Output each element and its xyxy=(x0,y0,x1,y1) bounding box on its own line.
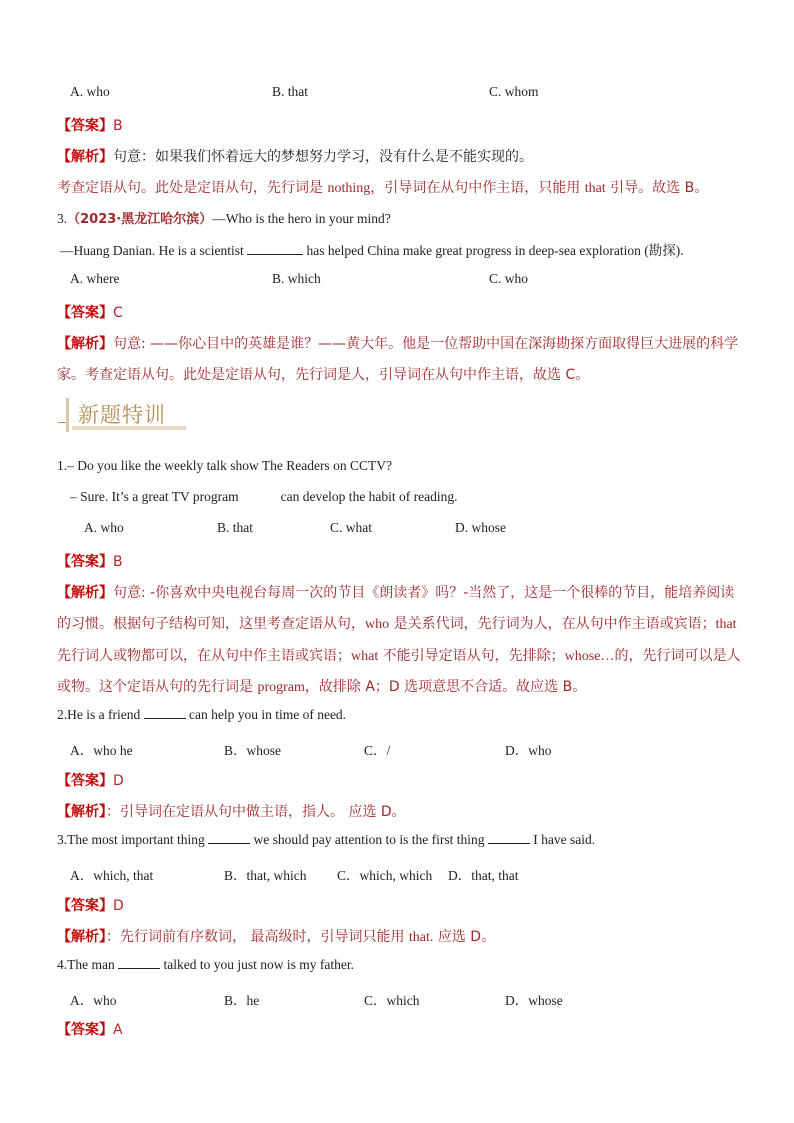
option-c: C. whom xyxy=(489,84,539,99)
analysis-term: that. xyxy=(408,930,434,945)
answer-label: 【答案】 xyxy=(57,305,113,321)
answer-value: A xyxy=(113,1022,123,1038)
analysis-term: whose… xyxy=(564,649,615,664)
banner-decoration xyxy=(66,398,69,432)
answer-value: D xyxy=(113,898,124,914)
option-a: A．which, that xyxy=(70,868,154,883)
analysis-line xyxy=(57,582,734,602)
answer-label: 【答案】 xyxy=(57,1022,113,1038)
option-c: C．which, which xyxy=(337,868,433,883)
question-text: 2.He is a friend xyxy=(57,707,144,722)
option-b: B. that xyxy=(217,520,253,535)
n1-line2 xyxy=(70,489,458,505)
question-text: talked to you just now is my father. xyxy=(160,957,354,972)
analysis-line xyxy=(57,926,495,946)
analysis-line xyxy=(57,676,586,696)
option-a: A. who xyxy=(84,520,124,535)
question-text: can develop the habit of reading. xyxy=(280,489,458,504)
analysis-text: 句意: -你喜欢中央电视台每周一次的节目《朗读者》吗？-当然了，这是一个很棒的节目，能培养阅读 xyxy=(113,585,735,601)
option-c: C. what xyxy=(330,520,372,535)
question-text: – Sure. It’s a great TV program xyxy=(70,489,239,504)
analysis-text: ：引导词在定语从句中做主语，指人。 应选 D。 xyxy=(106,804,406,820)
question-text: 4.The man xyxy=(57,957,119,972)
analysis-text: 引导。故选 B。 xyxy=(605,180,709,196)
analysis-line: 家。考查定语从句。此处是定语从句，先行词是人，引导词在从句中作主语，故选 C。 xyxy=(57,367,590,383)
blank xyxy=(247,243,303,255)
analysis-label: 【解析】 xyxy=(57,804,106,820)
question-text: I have said. xyxy=(529,832,596,847)
analysis-text: 考查定语从句。此处是定语从句，先行词是 xyxy=(57,180,328,196)
analysis-text: ：先行词前有序数词， 最高级时，引导词只能用 xyxy=(106,929,409,945)
answer-value: B xyxy=(113,554,123,570)
analysis-line xyxy=(57,333,738,353)
question-3-stem xyxy=(57,208,391,227)
n3-stem xyxy=(57,832,595,848)
blank xyxy=(118,957,160,969)
option-a: A．who he xyxy=(70,743,133,758)
analysis-term: that xyxy=(715,617,737,632)
answer-line xyxy=(57,770,124,790)
blank xyxy=(144,707,186,719)
answer-line xyxy=(57,1019,123,1039)
analysis-line xyxy=(57,177,708,197)
analysis-text: 或物。这个定语从句的先行词是 xyxy=(57,679,258,695)
option-b: B．he xyxy=(224,993,260,1008)
analysis-text: 应选 D。 xyxy=(433,929,496,945)
option-a: A. where xyxy=(70,271,120,286)
question-number: 3. xyxy=(57,211,68,226)
option-b: B．whose xyxy=(224,743,281,758)
option-c: C．which xyxy=(364,993,420,1008)
answer-value: B xyxy=(113,118,123,134)
n1-stem: 1.– Do you like the weekly talk show The Readers on CCTV? xyxy=(57,458,392,473)
answer-label: 【答案】 xyxy=(57,554,113,570)
analysis-line xyxy=(57,613,737,633)
analysis-line xyxy=(57,645,740,665)
analysis-label: 【解析】 xyxy=(57,929,106,945)
answer-line xyxy=(57,115,123,135)
answer-line xyxy=(57,302,123,322)
analysis-text: 是关系代词，先行词为人，在从句中作主语或宾语； xyxy=(389,616,716,632)
option-d: D．that, that xyxy=(448,868,519,883)
blank xyxy=(488,832,530,844)
analysis-term: that xyxy=(584,181,606,196)
option-c: C. who xyxy=(489,271,529,286)
section-title: 新题特训 xyxy=(78,403,166,427)
option-c: C．/ xyxy=(364,743,391,758)
analysis-text: 的习惯。根据句子结构可知，这里考查定语从句， xyxy=(57,616,365,632)
option-a: A. who xyxy=(70,84,110,99)
answer-line xyxy=(57,551,123,571)
answer-label: 【答案】 xyxy=(57,118,113,134)
option-a: A．who xyxy=(70,993,117,1008)
analysis-label: 【解析】 xyxy=(57,336,113,352)
analysis-text: ，故排除 A；D 选项意思不合适。故应选 B。 xyxy=(304,679,587,695)
analysis-line xyxy=(57,146,533,166)
answer-value: D xyxy=(113,773,124,789)
question-text: 3.The most important thing xyxy=(57,832,209,847)
answer-label: 【答案】 xyxy=(57,898,113,914)
analysis-term: program xyxy=(257,680,305,695)
answer-label: 【答案】 xyxy=(57,773,113,789)
question-text: we should pay attention to is the first thing xyxy=(250,832,488,847)
option-d: D．who xyxy=(505,743,552,758)
analysis-text: 不能引导定语从句，先排除； xyxy=(378,648,565,664)
analysis-label: 【解析】 xyxy=(57,585,113,601)
option-b: B. that xyxy=(272,84,308,99)
analysis-text: 先行词人或物都可以，在从句中作主语或宾语； xyxy=(57,648,351,664)
analysis-term: nothing xyxy=(327,181,371,196)
option-b: B. which xyxy=(272,271,321,286)
n4-stem xyxy=(57,957,354,973)
n2-stem xyxy=(57,707,346,723)
analysis-text: 句意: ——你心目中的英雄是谁？——黄大年。他是一位帮助中国在深海勘探方面取得巨大进展的科学 xyxy=(113,336,739,352)
question-text: can help you in time of need. xyxy=(185,707,347,722)
question-3-line2 xyxy=(60,239,684,259)
answer-value: C xyxy=(113,305,123,321)
question-text: has helped China make great progress in deep-sea exploration (勘探). xyxy=(303,243,684,258)
analysis-term: what xyxy=(351,649,379,664)
section-banner xyxy=(58,394,188,434)
answer-line xyxy=(57,895,124,915)
option-d: D. whose xyxy=(455,520,506,535)
option-d: D．whose xyxy=(505,993,563,1008)
option-b: B．that, which xyxy=(224,868,307,883)
analysis-label: 【解析】 xyxy=(57,149,113,165)
analysis-line xyxy=(57,801,406,821)
analysis-text: ，引导词在从句中作主语，只能用 xyxy=(370,180,585,196)
question-text: —Who is the hero in your mind? xyxy=(212,211,391,226)
question-text: —Huang Danian. He is a scientist xyxy=(60,243,248,258)
analysis-text: 句意：如果我们怀着远大的梦想努力学习，没有什么是不能实现的。 xyxy=(113,149,533,165)
analysis-text: 的，先行词可以是人 xyxy=(614,648,741,664)
question-source: （2023·黑龙江哈尔滨） xyxy=(67,212,213,227)
analysis-term: who xyxy=(365,617,390,632)
blank xyxy=(208,832,250,844)
